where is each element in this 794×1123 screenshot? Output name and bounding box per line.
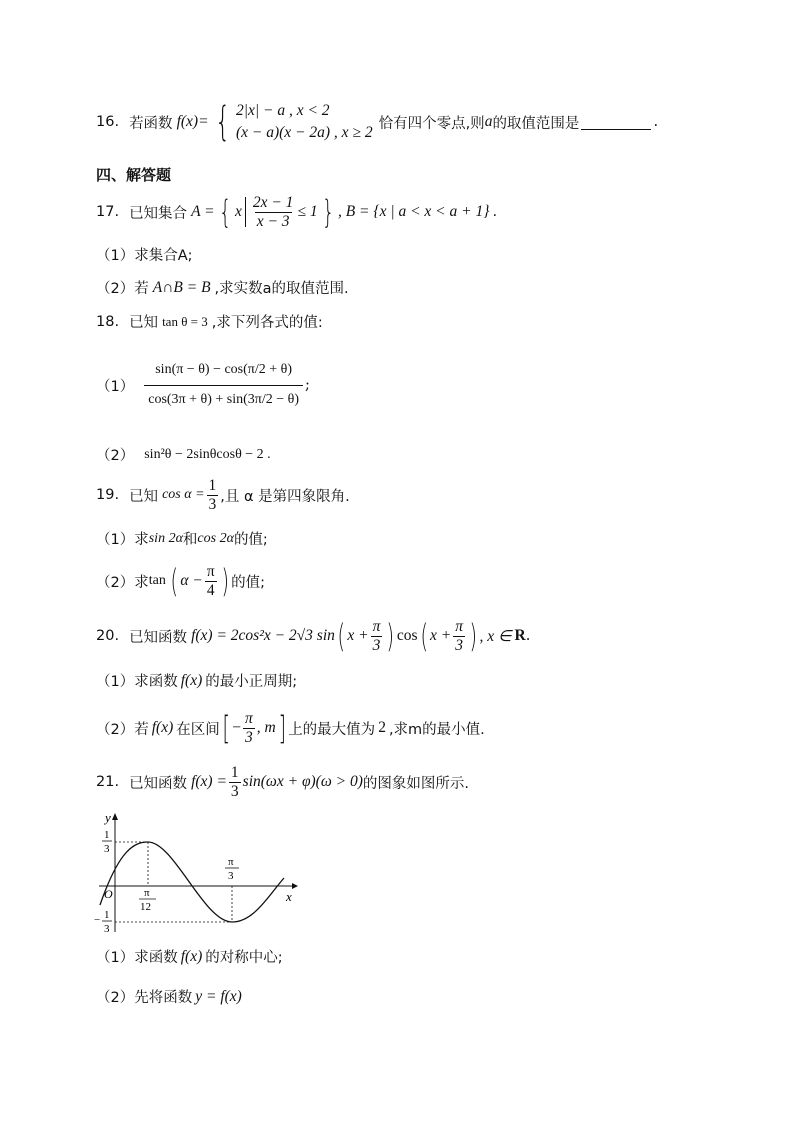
part-text: 的值; [233,532,268,548]
condition: tan θ = 3 [162,313,208,329]
x2-num: π [228,856,234,868]
part-text: 的对称中心; [205,950,283,966]
question-number: 20. [96,628,120,644]
question-text-tail: ,求下列各式的值: [211,315,323,331]
q18-part-2 [96,444,271,465]
numerator: 1 [230,763,239,781]
question-18 [96,311,323,332]
y-bot-sign: − [94,914,101,926]
variable-a: a [484,113,493,130]
question-text: 已知 [129,315,159,331]
part-label: （2）若 [96,281,149,297]
x-axis-arrow [292,883,298,889]
y-top-den: 3 [104,843,110,855]
part-label: （2）若 [96,721,149,738]
answer-blank [581,115,651,130]
left-brace: { [218,193,231,231]
question-text-tail: 的图象如图所示. [362,775,470,792]
pi-over-3 [371,618,383,655]
question-21 [96,760,469,804]
part-text: 的值; [231,574,266,591]
function-expression: sin(ωx + φ)(ω > 0) [242,773,363,790]
numerator: 1 [208,476,217,494]
question-number: 16. [96,114,120,130]
x1-num: π [144,887,150,899]
question-text: 已知集合 [129,205,188,222]
tan-label: tan [148,573,166,588]
left-paren: ( [337,617,345,655]
part-label: （2） [96,448,135,464]
x2-den: 3 [228,870,234,882]
pi-over-3 [243,710,255,747]
x-axis-label: x [286,889,292,904]
function-label: f(x) [151,719,174,736]
question-text: 已知 [129,488,159,505]
q21-part-2 [96,986,242,1007]
numerator: π [372,617,381,635]
denominator: x − 3 [256,212,290,230]
part-label: （1）求函数 [96,950,178,966]
part-text: ,求实数a的取值范围. [214,281,349,297]
q20-part-1 [96,670,297,691]
numerator: sin(π − θ) − cos(π/2 + θ) [155,362,293,378]
cos-fraction [207,477,219,514]
numerator: π [244,709,253,727]
left-paren-2: ( [420,617,428,655]
set-a-condition: ≤ 1 [297,203,318,220]
question-number: 19. [96,487,120,503]
q20-part-2 [96,706,485,750]
expr-sin2a: sin 2α [148,530,183,546]
q17-part-2 [96,277,349,298]
denominator: 3 [372,636,381,654]
function-label: y = f(x) [195,987,242,1005]
expr-x-plus: x + [347,627,369,644]
function-expression: f(x) = 2cos²x − 2√3 sin [191,627,335,644]
q19-part-2 [96,560,265,602]
y-axis-label: y [105,810,111,825]
question-text: 已知函数 [129,629,188,646]
part-text: 在区间 [176,721,220,738]
right-paren: ) [386,617,395,655]
question-number: 17. [96,204,120,220]
x1-den: 12 [140,901,151,913]
denominator: 3 [244,728,253,746]
q21-part-1 [96,946,283,967]
question-16 [96,100,658,144]
function-label: f(x) [180,947,203,965]
right-brace: } [321,193,334,231]
minus-sign: − [232,719,241,736]
one-third [229,764,241,801]
question-text-tail: ,且 α 是第四象限角. [220,488,350,505]
set-a-label: A = [191,203,215,220]
question-text: 已知函数 [129,775,188,792]
part-text: 的最小正周期; [205,674,298,690]
cos-label: cos [396,627,418,644]
denominator: 3 [455,636,463,654]
q17-part-1: （1）求集合A; [96,248,193,264]
numerator: 2x − 1 [252,193,294,211]
interval-end: , m [256,719,276,736]
set-b: , B = {x | a < x < a + 1} . [337,203,498,220]
left-bracket: [ [222,709,230,747]
part-text-2: 上的最大值为 [288,721,376,738]
denominator: cos(3π + θ) + sin(3π/2 − θ) [144,385,303,414]
condition: cos α = [162,487,205,502]
q18-part-1 [96,342,310,428]
question-17 [96,192,497,232]
domain-text: , x ∈ [479,627,512,645]
sine-curve [100,842,284,922]
part-label: （2）先将函数 [96,990,193,1006]
expr-cos2a: cos 2α [197,530,234,546]
q18-fraction [144,356,303,413]
semicolon: ; [305,377,310,393]
numerator: π [206,562,215,580]
y-bot-num: 1 [104,909,110,921]
origin-label: O [104,887,113,901]
right-paren: ) [221,562,229,600]
set-bar [245,197,246,227]
pi-over-4 [205,563,217,600]
denominator: 3 [208,495,217,513]
question-20 [96,614,530,658]
left-brace: { [214,99,230,145]
function-label: f(x)= [176,113,209,130]
part-expression: sin²θ − 2sinθcosθ − 2 . [144,446,271,462]
part-label: （1）求函数 [96,674,178,690]
period: . [525,628,531,644]
part-text-3: ,求m的最小值. [388,721,485,738]
expr-alpha: α − [180,572,203,589]
set-a-fraction [251,194,296,231]
right-bracket: ] [278,709,286,747]
piecewise-cases [236,100,373,145]
part-label: （1）求 [96,532,149,548]
conjunction: 和 [182,532,198,548]
question-text-tail: 恰有四个零点,则 [378,115,485,132]
period: . [653,114,659,130]
question-text-tail2: 的取值范围是 [492,115,580,132]
section-heading: 四、解答题 [96,166,172,184]
question-number: 18. [96,313,120,330]
expr-x-plus-2: x + [430,627,452,644]
real-set: R [514,627,526,644]
function-label: f(x) = [191,773,227,790]
case-1: 2|x| − a , x < 2 [235,101,330,119]
question-number: 21. [96,774,120,790]
part-expression: A∩B = B [152,278,211,296]
q19-part-1 [96,528,268,549]
case-2: (x − a)(x − 2a) , x ≥ 2 [235,124,373,141]
numerator: π [455,617,463,635]
pi-over-3-2 [453,618,465,655]
function-label: f(x) [180,671,203,689]
sine-graph [94,810,304,940]
y-axis-arrow [112,813,118,820]
question-19 [96,474,350,516]
set-var-x: x [234,203,242,220]
y-bot-den: 3 [104,923,110,935]
part-label: （1） [96,378,135,395]
max-value: 2 [378,719,386,736]
y-top-num: 1 [104,829,110,841]
denominator: 4 [206,581,215,599]
question-text: 若函数 [129,115,173,132]
left-paren: ( [170,562,178,600]
denominator: 3 [230,782,239,800]
right-paren-2: ) [469,617,477,655]
part-label: （2）求 [96,574,149,591]
